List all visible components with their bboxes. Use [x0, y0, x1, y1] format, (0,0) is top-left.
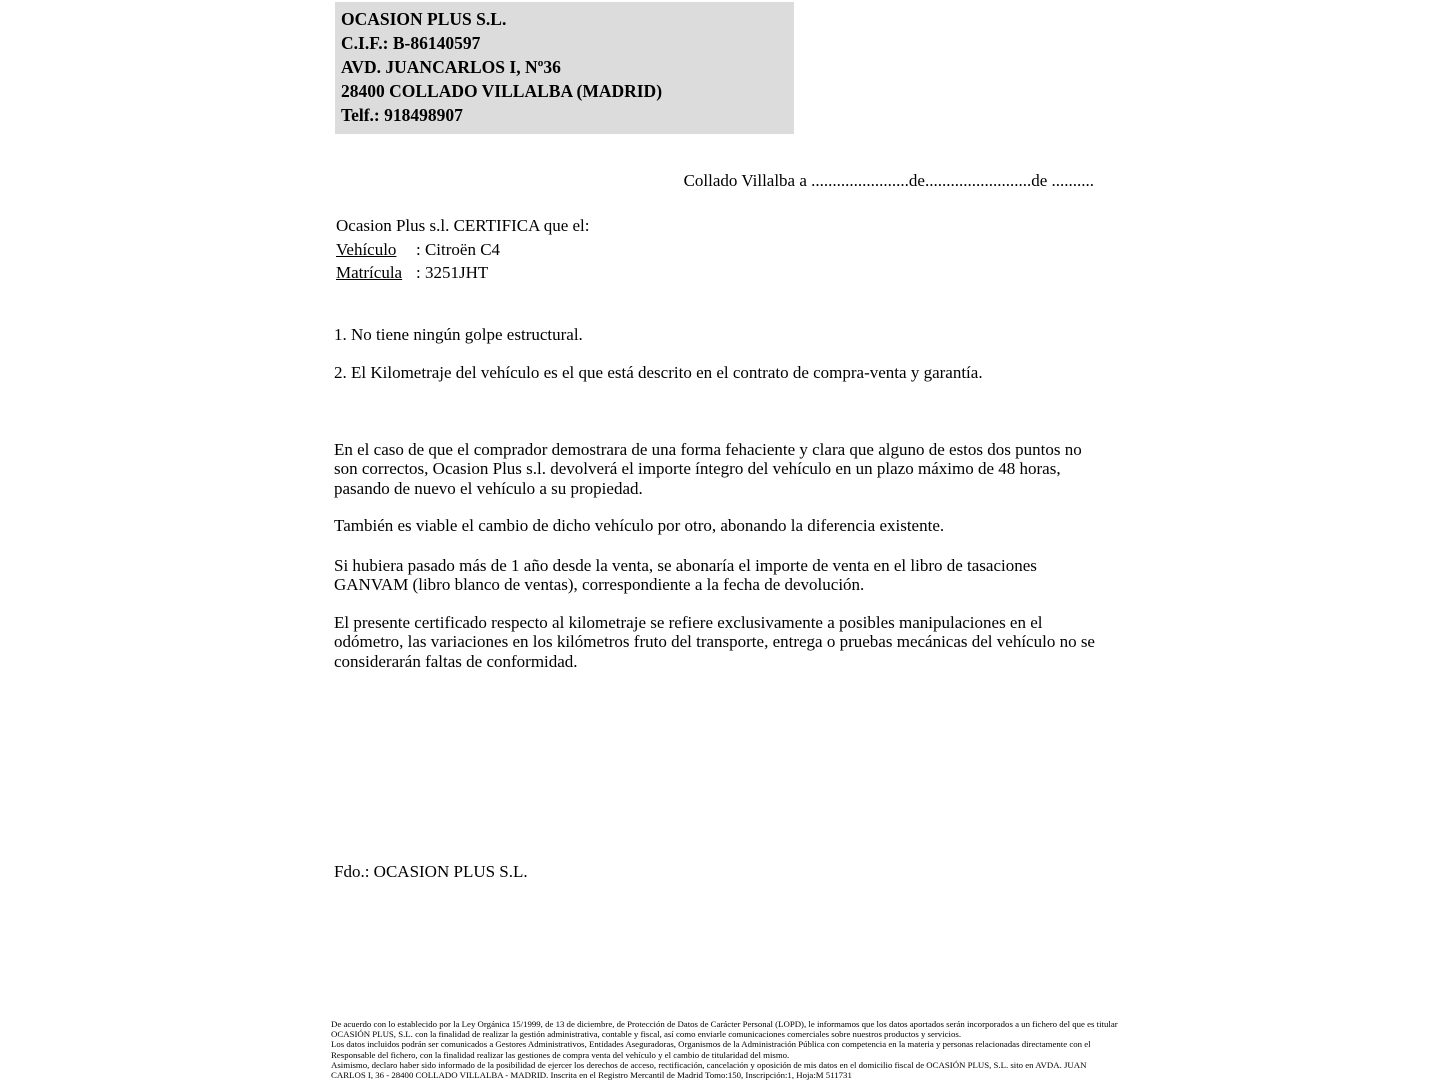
company-phone: Telf.: 918498907: [341, 105, 463, 125]
certificate-page: [331, 0, 1118, 1080]
date-fill-in-line: Collado Villalba a .......................de.........................de ..........: [683, 171, 1094, 190]
company-header-box: [335, 2, 794, 134]
signature-line: Fdo.: OCASION PLUS S.L.: [334, 862, 528, 881]
legal-line: Los datos incluidos podrán ser comunicados a Gestores Administrativos, Entidades Aseguradoras, Organismos de la Administración Pública con competencia en la materia y personas relacionadas directamente con el: [331, 1039, 1091, 1050]
plate-label: Matrícula: [336, 263, 403, 282]
legal-line: OCASIÓN PLUS, S.L. con la finalidad de realizar la gestión administrativa, contable y fiscal, así como enviarle comunicaciones comerciales sobre nuestros productos y servicios.: [331, 1029, 962, 1040]
company-name: OCASION PLUS S.L.: [341, 9, 507, 29]
paragraph-refund-terms: En el caso de que el comprador demostrara de una forma fehaciente y clara que alguno de estos dos puntos no son correctos, Ocasion Plus s.l. devolverá el importe íntegro del vehículo en un plazo máximo de 48 horas, pasando de nuevo el vehículo a su propiedad.: [334, 440, 1082, 498]
vehicle-label: Vehículo: [336, 240, 397, 259]
company-city: 28400 COLLADO VILLALBA (MADRID): [341, 81, 663, 101]
legal-fine-print: [331, 1019, 1118, 1080]
numbered-point-1: 1. No tiene ningún golpe estructural.: [334, 325, 583, 344]
numbered-point-2: 2. El Kilometraje del vehículo es el que está descrito en el contrato de compra-venta y garantía.: [334, 363, 983, 382]
legal-line: Asimismo, declaro haber sido informado de la posibilidad de ejercer los derechos de acceso, rectificación, cancelación y oposición de mis datos en el domicilio fiscal de OCASIÓN PLUS, S.L. sito en AVDA. JUAN: [331, 1059, 1087, 1070]
plate-value: : 3251JHT: [416, 263, 489, 282]
legal-line: Responsable del fichero, con la finalidad realizar las gestiones de compra venta del vehículo y el cambio de titularidad del mismo.: [331, 1049, 790, 1060]
paragraph-exchange-option: También es viable el cambio de dicho vehículo por otro, abonando la diferencia existente.: [334, 516, 945, 535]
vehicle-value: : Citroën C4: [416, 240, 501, 259]
plate-field: [336, 263, 488, 283]
paragraph-odometer-disclaimer: El presente certificado respecto al kilometraje se refiere exclusivamente a posibles manipulaciones en el odómetro, las variaciones en los kilómetros fruto del transporte, entrega o pruebas mecánicas del vehículo no se considerarán faltas de conformidad.: [334, 613, 1095, 671]
vehicle-field: [336, 240, 500, 260]
company-cif: C.I.F.: B-86140597: [341, 33, 481, 53]
paragraph-ganvam-valuation: Si hubiera pasado más de 1 año desde la venta, se abonaría el importe de venta en el libro de tasaciones GANVAM (libro blanco de ventas), correspondiente a la fecha de devolución.: [334, 556, 1037, 595]
legal-line: CARLOS I, 36 - 28400 COLLADO VILLALBA - MADRID. Inscrita en el Registro Mercantil de Madrid Tomo:150, Inscripción:1, Hoja:M 511731: [331, 1070, 852, 1080]
certify-statement: Ocasion Plus s.l. CERTIFICA que el:: [336, 216, 590, 235]
company-address: AVD. JUANCARLOS I, Nº36: [341, 57, 561, 77]
legal-line: De acuerdo con lo establecido por la Ley Orgánica 15/1999, de 13 de diciembre, de Protección de Datos de Carácter Personal (LOPD), le informamos que los datos aportados serán incorporados a un fichero del que es titular: [331, 1019, 1118, 1029]
